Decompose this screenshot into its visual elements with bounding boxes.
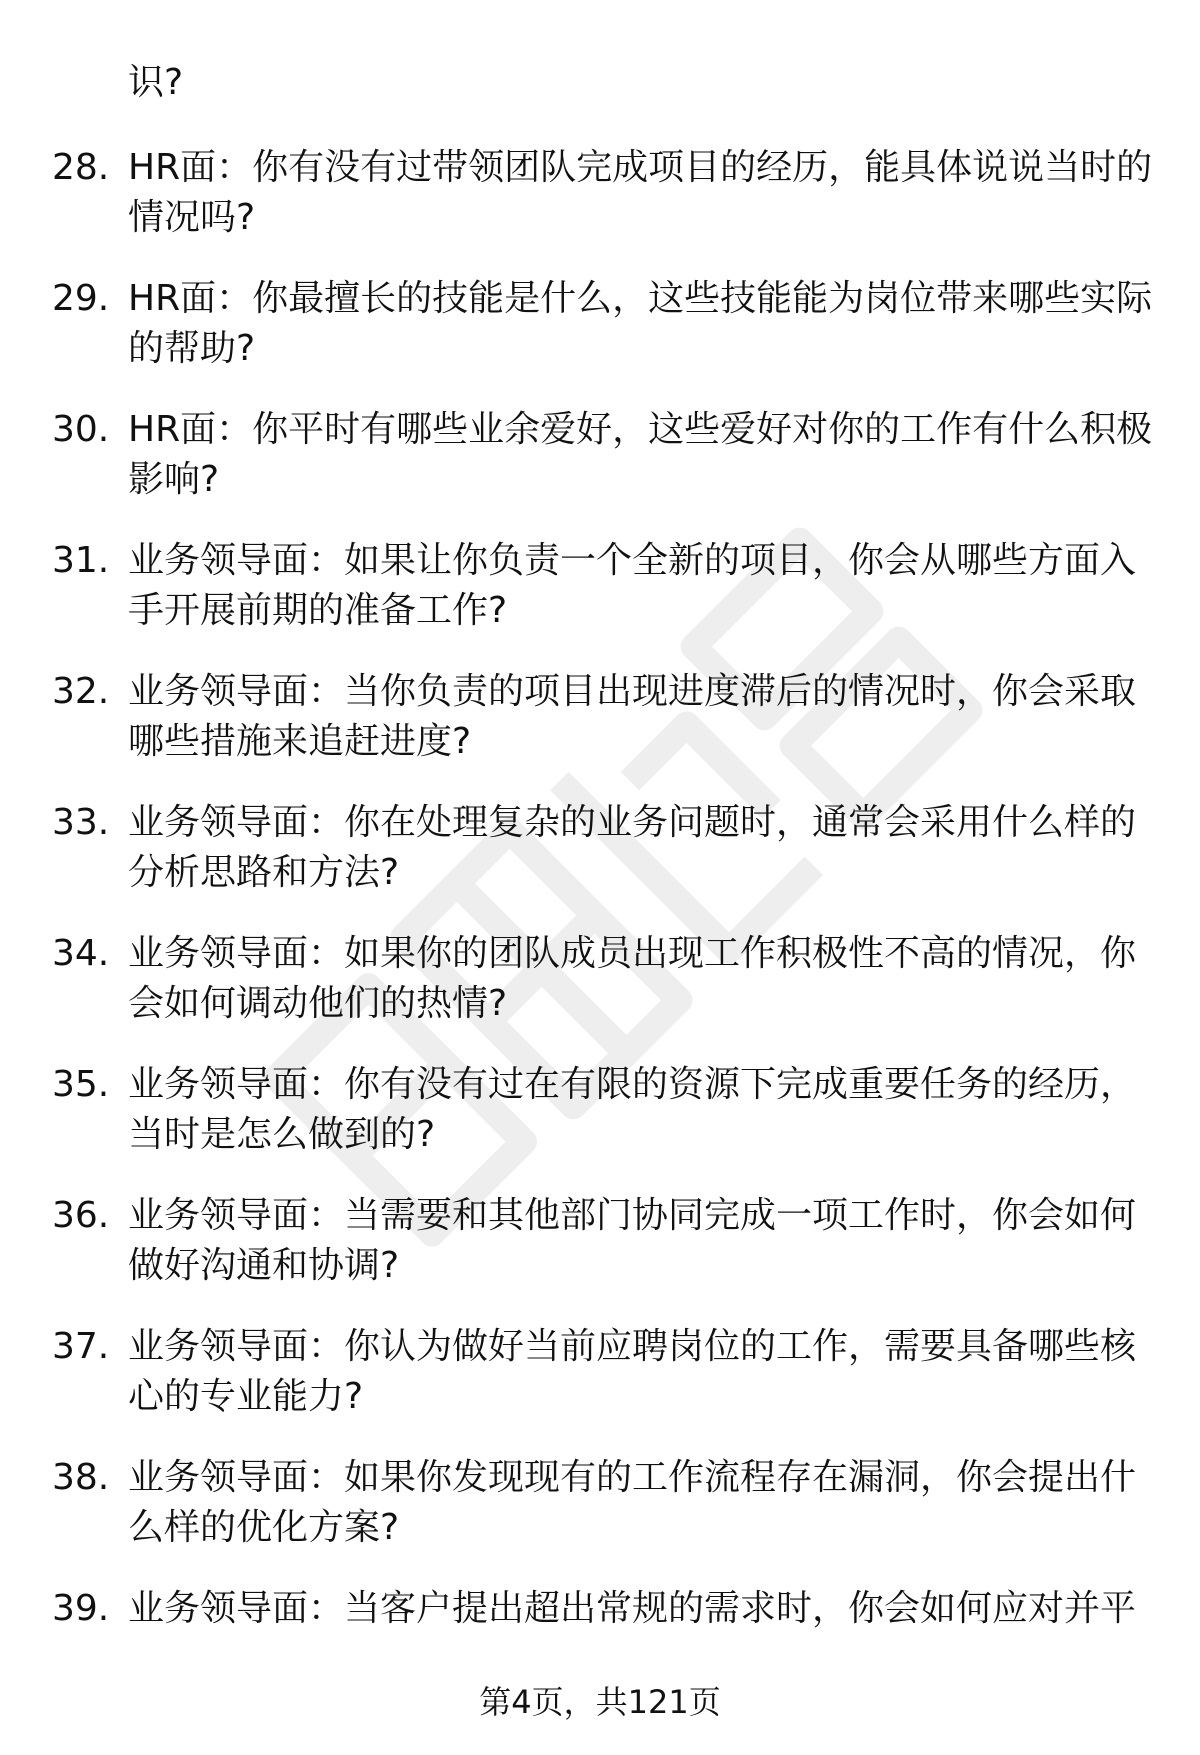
question-text: 业务领导面：如果你发现现有的工作流程存在漏洞，你会提出什么样的优化方案? xyxy=(128,1457,1137,1548)
question-number: 32. xyxy=(52,671,110,712)
question-number: 33. xyxy=(52,802,110,843)
question-item xyxy=(0,1191,1200,1322)
question-text: 业务领导面：如果让你负责一个全新的项目，你会从哪些方面入手开展前期的准备工作? xyxy=(128,540,1137,631)
continued-question-text: 识? xyxy=(128,62,184,103)
question-item xyxy=(0,798,1200,929)
question-item xyxy=(0,536,1200,667)
question-text: 业务领导面：你在处理复杂的业务问题时，通常会采用什么样的分析思路和方法? xyxy=(128,802,1137,893)
question-text: HR面：你有没有过带领团队完成项目的经历，能具体说说当时的情况吗? xyxy=(128,147,1153,238)
question-text: 业务领导面：当你负责的项目出现进度滞后的情况时，你会采取哪些措施来追赶进度? xyxy=(128,671,1137,762)
question-item xyxy=(0,1060,1200,1191)
question-item xyxy=(0,143,1200,274)
question-number: 35. xyxy=(52,1064,110,1105)
question-number: 31. xyxy=(52,540,110,581)
question-list xyxy=(0,143,1200,1715)
question-item xyxy=(0,1453,1200,1584)
question-number: 38. xyxy=(52,1457,110,1498)
question-number: 28. xyxy=(52,147,110,188)
question-number: 39. xyxy=(52,1588,110,1629)
question-number: 29. xyxy=(52,278,110,319)
question-number: 36. xyxy=(52,1195,110,1236)
question-number: 30. xyxy=(52,409,110,450)
question-text: 业务领导面：你认为做好当前应聘岗位的工作，需要具备哪些核心的专业能力? xyxy=(128,1326,1137,1417)
question-item xyxy=(0,929,1200,1060)
question-text: HR面：你最擅长的技能是什么，这些技能能为岗位带来哪些实际的帮助? xyxy=(128,278,1153,369)
question-item xyxy=(0,1322,1200,1453)
question-text: 业务领导面：当客户提出超出常规的需求时，你会如何应对并平 xyxy=(128,1588,1137,1629)
question-text: 业务领导面：如果你的团队成员出现工作积极性不高的情况，你会如何调动他们的热情? xyxy=(128,933,1137,1024)
question-item xyxy=(0,274,1200,405)
question-item xyxy=(0,405,1200,536)
page-footer: 第4页，共121页 xyxy=(479,1683,721,1721)
question-text: HR面：你平时有哪些业余爱好，这些爱好对你的工作有什么积极影响? xyxy=(128,409,1153,500)
question-number: 37. xyxy=(52,1326,110,1367)
question-text: 业务领导面：当需要和其他部门协同完成一项工作时，你会如何做好沟通和协调? xyxy=(128,1195,1137,1286)
question-text: 业务领导面：你有没有过在有限的资源下完成重要任务的经历，当时是怎么做到的? xyxy=(128,1064,1137,1155)
question-item xyxy=(0,667,1200,798)
question-number: 34. xyxy=(52,933,110,974)
